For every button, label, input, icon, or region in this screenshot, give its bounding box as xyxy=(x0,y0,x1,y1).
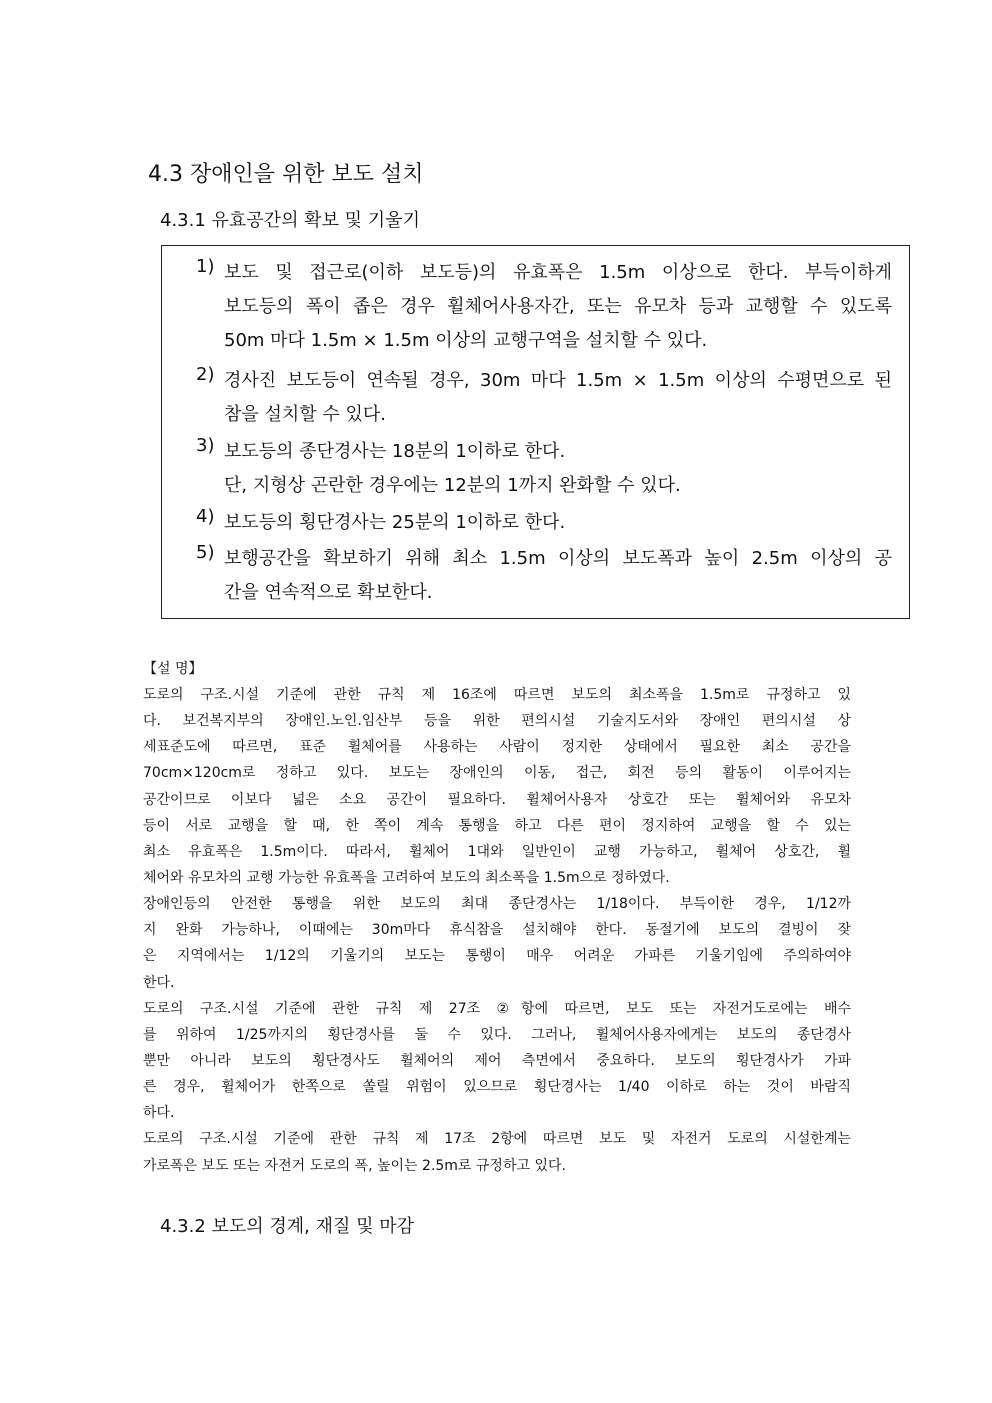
rule-number: 4) xyxy=(196,506,215,527)
explanation-line: 도로의 구조.시설 기준에 관한 규칙 제 16조에 따르면 보도의 최소폭을 1.5m로 규정하고 있 xyxy=(143,687,851,703)
rule-line: 50m 마다 1.5m × 1.5m 이상의 교행구역을 설치할 수 있다. xyxy=(224,330,708,351)
rule-line: 보도 및 접근로(이하 보도등)의 유효폭은 1.5m 이상으로 한다. 부득이하게 xyxy=(224,262,892,283)
explanation-line: 세표준도에 따르면, 표준 휠체어를 사용하는 사람이 정지한 상태에서 필요한 최소 공간을 xyxy=(143,739,851,756)
subsection-title: 4.3.1 유효공간의 확보 및 기울기 xyxy=(160,210,420,231)
explanation-line: 뿐만 아니라 보도의 횡단경사도 휠체어의 제어 측면에서 중요하다. 보도의 횡단경사가 가파 xyxy=(143,1052,851,1069)
explanation-line: 도로의 구조.시설 기준에 관한 규칙 제 27조 ②항에 따르면, 보도 또는 자전거도로에는 배수 xyxy=(143,1000,851,1017)
rules-box xyxy=(161,245,910,619)
explanation-line: 른 경우, 휠체어가 한쪽으로 쏠릴 위험이 있으므로 횡단경사는 1/40 이하로 하는 것이 바람직 xyxy=(143,1079,851,1096)
subsection-title: 4.3.2 보도의 경계, 재질 및 마감 xyxy=(160,1216,415,1237)
explanation-line: 다. 보건복지부의 장애인.노인.임산부 등을 위한 편의시설 기술지도서와 장애인 편의시설 상 xyxy=(143,713,851,730)
section-title: 4.3 장애인을 위한 보도 설치 xyxy=(148,162,424,187)
rule-item-3 xyxy=(196,435,892,503)
explanation-line: 최소 유효폭은 1.5m이다. 따라서, 휠체어 1대와 일반인이 교행 가능하고, 휠체어 상호간, 휠 xyxy=(143,843,851,860)
rule-item-5 xyxy=(196,542,892,610)
explanation-line: 등이 서로 교행을 할 때, 한 쪽이 계속 통행을 하고 다른 편이 정지하여 교행을 할 수 있는 xyxy=(143,817,851,834)
rule-number: 1) xyxy=(196,256,215,277)
rule-text xyxy=(224,364,892,432)
explanation-heading: 【설 명】 xyxy=(143,661,203,677)
rule-text xyxy=(224,435,892,503)
explanation xyxy=(143,656,851,1179)
explanation-line: 를 위하여 1/25까지의 횡단경사를 둘 수 있다. 그러나, 휠체어사용자에게는 보도의 종단경사 xyxy=(143,1026,851,1043)
explanation-line: 지 완화 가능하나, 이때에는 30m마다 휴식참을 설치해야 한다. 동절기에 보도의 결빙이 잦 xyxy=(143,922,851,939)
rule-line: 보도등의 폭이 좁은 경우 휠체어사용자간, 또는 유모차 등과 교행할 수 있도록 xyxy=(224,296,892,317)
explanation-line: 공간이므로 이보다 넓은 소요 공간이 필요하다. 휠체어사용자 상호간 또는 휠체어와 유모차 xyxy=(143,791,851,808)
rule-line: 간을 연속적으로 확보한다. xyxy=(224,582,433,603)
rule-item-1 xyxy=(196,256,892,358)
explanation-line: 70cm×120cm로 정하고 있다. 보도는 장애인의 이동, 접근, 회전 등의 활동이 이루어지는 xyxy=(143,765,851,782)
rule-line: 보도등의 횡단경사는 25분의 1이하로 한다. xyxy=(224,512,566,533)
rule-line: 단, 지형상 곤란한 경우에는 12분의 1까지 완화할 수 있다. xyxy=(224,475,681,496)
rule-line: 경사진 보도등이 연속될 경우, 30m 마다 1.5m × 1.5m 이상의 수평면으로 된 xyxy=(224,370,892,391)
rule-text xyxy=(224,506,892,540)
rule-line: 참을 설치할 수 있다. xyxy=(224,404,386,425)
rule-item-2 xyxy=(196,364,892,432)
rule-item-4 xyxy=(196,506,892,540)
explanation-line: 체어와 유모차의 교행 가능한 유효폭을 고려하여 보도의 최소폭을 1.5m으로 정하였다. xyxy=(143,869,670,886)
explanation-line: 한다. xyxy=(143,974,175,991)
explanation-line: 장애인등의 안전한 통행을 위한 보도의 최대 종단경사는 1/18이다. 부득이한 경우, 1/12까 xyxy=(143,896,851,913)
explanation-line: 하다. xyxy=(143,1105,175,1122)
explanation-line: 도로의 구조.시설 기준에 관한 규칙 제 17조 2항에 따르면 보도 및 자전거 도로의 시설한계는 xyxy=(143,1131,851,1148)
explanation-body xyxy=(143,682,851,1179)
explanation-line: 가로폭은 보도 또는 자전거 도로의 폭, 높이는 2.5m로 규정하고 있다. xyxy=(143,1157,566,1174)
rule-number: 3) xyxy=(196,435,215,456)
rule-number: 5) xyxy=(196,542,215,563)
rule-text xyxy=(224,542,892,610)
rule-text xyxy=(224,256,892,358)
explanation-line: 은 지역에서는 1/12의 기울기의 보도는 통행이 매우 어려운 가파른 기울기임에 주의하여야 xyxy=(143,948,851,965)
rule-line: 보행공간을 확보하기 위해 최소 1.5m 이상의 보도폭과 높이 2.5m 이상의 공 xyxy=(224,548,892,569)
rule-line: 보도등의 종단경사는 18분의 1이하로 한다. xyxy=(224,441,566,462)
rule-number: 2) xyxy=(196,364,215,385)
